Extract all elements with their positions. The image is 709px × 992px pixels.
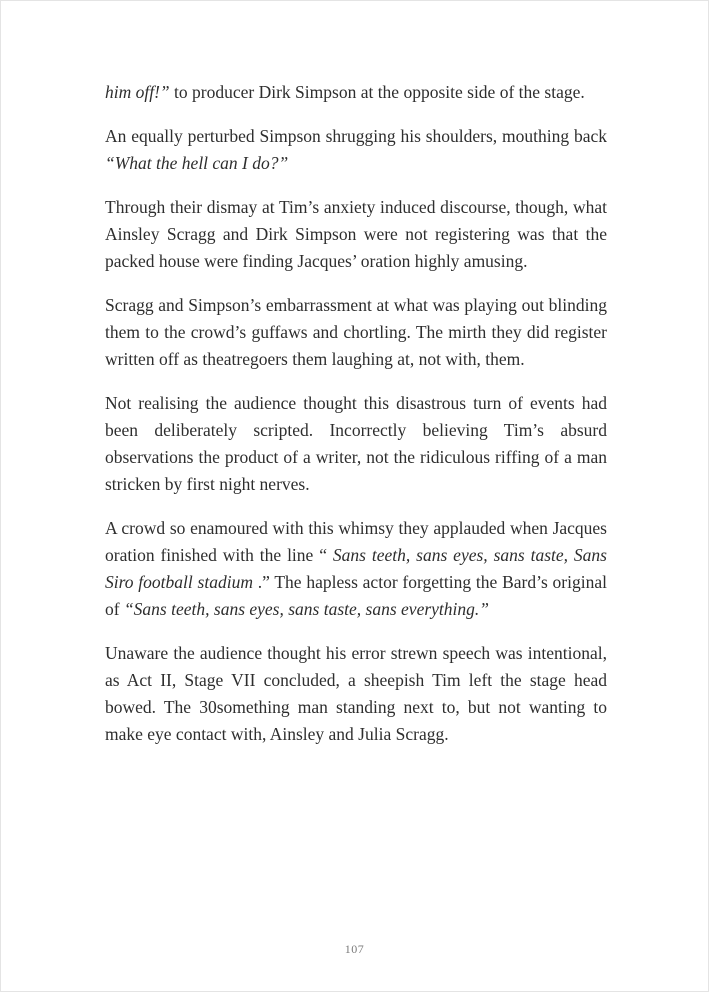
text-run: Sans teeth, sans eyes, sans taste, Sans Siro football stadium — [105, 545, 607, 592]
text-run: Through their dismay at Tim’s anxiety induced discourse, though, what Ainsley Scragg and Dirk Simpson were not registering was that the packed house were finding Jacques’ oration highly amusing. — [105, 197, 607, 271]
text-run: Not realising the audience thought this disastrous turn of events had been deliberately scripted. Incorrectly believing Tim’s absurd observations the product of a writer, not the ridiculous riffing of a man stricken by first night nerves. — [105, 393, 607, 494]
paragraph — [105, 390, 607, 498]
text-run: to producer Dirk Simpson at the opposite side of the stage. — [169, 82, 585, 102]
page-number: 107 — [344, 942, 365, 956]
text-run: him off!” — [105, 82, 170, 102]
paragraph — [105, 79, 607, 106]
text-run: .” The hapless actor forgetting the Bard’s original of — [105, 572, 607, 619]
paragraph — [105, 292, 607, 373]
page-body — [105, 79, 607, 748]
paragraph — [105, 123, 607, 177]
text-run: “What the hell can I do?” — [105, 153, 289, 173]
text-run: “Sans teeth, sans eyes, sans taste, sans everything.” — [123, 599, 489, 619]
text-run: A crowd so enamoured with this whimsy they applauded when Jacques oration finished with the line “ — [105, 518, 607, 565]
text-run: Scragg and Simpson’s embarrassment at what was playing out blinding them to the crowd’s guffaws and chortling. The mirth they did register written off as theatregoers them laughing at, not with, them. — [105, 295, 607, 369]
paragraph — [105, 515, 607, 623]
paragraph — [105, 640, 607, 748]
text-run: Unaware the audience thought his error strewn speech was intentional, as Act II, Stage VII concluded, a sheepish Tim left the stage head bowed. The 30something man standing next to, but not wanting to make eye contact with, Ainsley and Julia Scragg. — [105, 643, 607, 744]
paragraph — [105, 194, 607, 275]
text-run: An equally perturbed Simpson shrugging his shoulders, mouthing back — [105, 126, 607, 146]
